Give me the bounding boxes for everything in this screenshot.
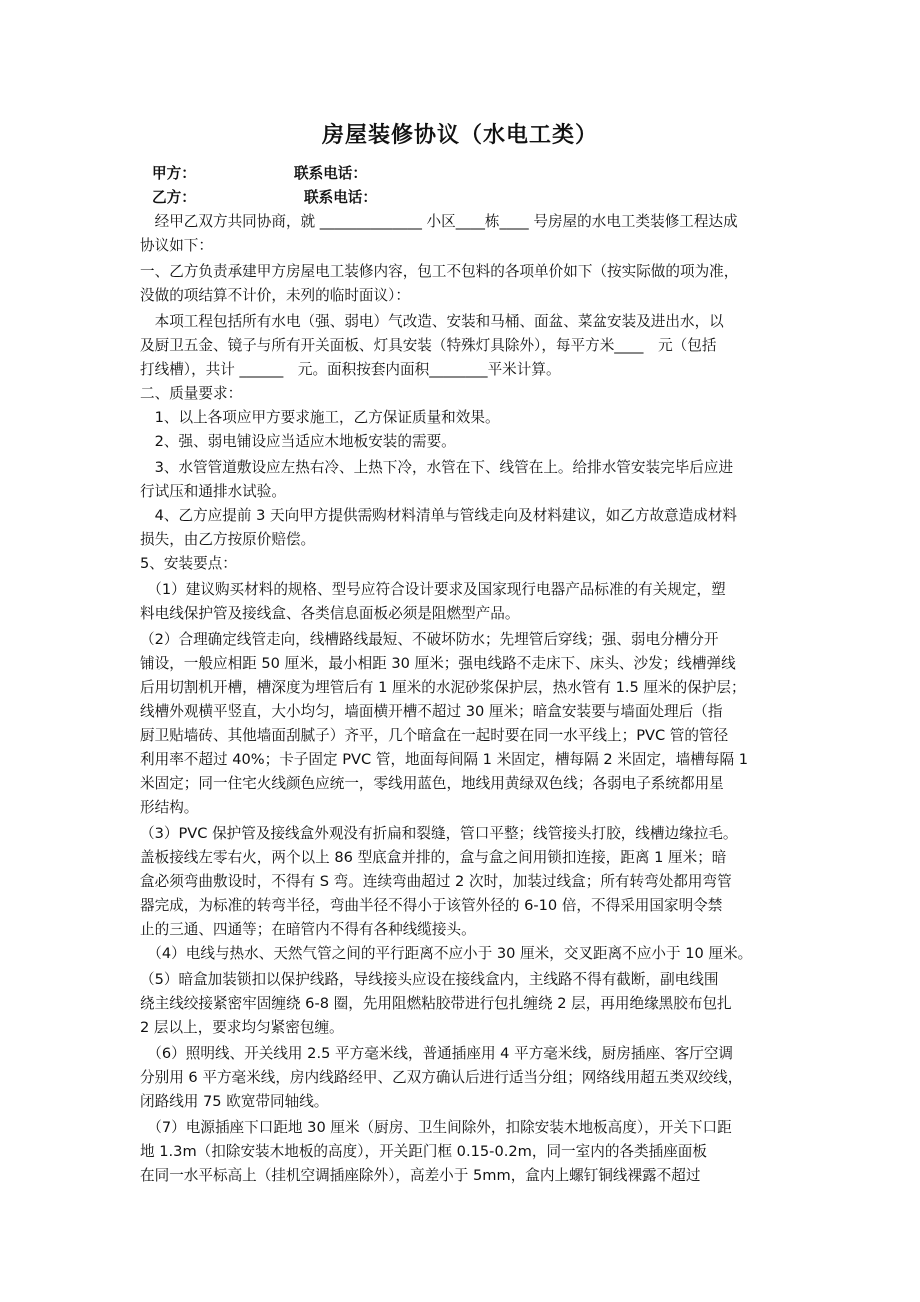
body-line: 4、乙方应提前 3 天向甲方提供需购材料清单与管线走向及材料建议，如乙方故意造成材料: [140, 507, 738, 524]
party-b-label: 乙方：: [152, 189, 196, 206]
body-line: 米固定；同一住宅火线颜色应统一，零线用蓝色，地线用黄绿双色线；各弱电子系统都用星: [140, 775, 724, 792]
body-line: 线槽外观横平竖直，大小均匀，墙面横开槽不超过 30 厘米；暗盒安装要与墙面处理后（指: [140, 703, 723, 720]
body-line: 厨卫贴墙砖、其他墙面刮腻子）齐平，几个暗盒在一起时要在同一水平线上；PVC 管的管径: [140, 727, 729, 744]
body-line: 协议如下：: [140, 237, 213, 254]
body-line: （1）建议购买材料的规格、型号应符合设计要求及国家现行电器产品标准的有关规定，塑: [140, 581, 726, 598]
body-line: 二、质量要求：: [140, 385, 243, 402]
body-line: 闭路线用 75 欧宽带同轴线。: [140, 1093, 329, 1110]
body-line: 地 1.3m（扣除安装木地板的高度），开关距门框 0.15-0.2m，同一室内的各类插座面板: [140, 1143, 707, 1160]
body-line: （4）电线与热水、天然气管之间的平行距离不应小于 30 厘米，交叉距离不应小于 10 厘米。: [140, 945, 753, 962]
body-line: 本项工程包括所有水电（强、弱电）气改造、安装和马桶、面盆、菜盆安装及进出水，以: [140, 313, 724, 330]
body-line: 分别用 6 平方毫米线，房内线路经甲、乙双方确认后进行适当分组；网络线用超五类双绞线，: [140, 1069, 743, 1086]
body-line: 2、强、弱电铺设应当适应木地板安装的需要。: [140, 433, 456, 450]
body-line: 止的三通、四通等；在暗管内不得有各种线缆接头。: [140, 921, 476, 938]
body-line: 盒必须弯曲敷设时，不得有 S 弯。连续弯曲超过 2 次时，加装过线盒；所有转弯处都用弯管: [140, 873, 732, 890]
body-line: 没做的项结算不计价，未列的临时面议）：: [140, 287, 410, 304]
body-line: 经甲乙双方共同协商，就 ______________ 小区____栋____ 号房屋的水电工类装修工程达成: [140, 213, 738, 230]
body-line: 及厨卫五金、镜子与所有开关面板、灯具安装（特殊灯具除外），每平方米____ 元（包括: [140, 337, 717, 354]
body-line: 5、安装要点：: [140, 555, 237, 572]
body-line: 绕主线绞接紧密牢固缠绕 6-8 圈，先用阻燃粘胶带进行包扎缠绕 2 层，再用绝缘黑胶布包扎: [140, 995, 732, 1012]
body-line: 打线槽），共计 ______ 元。面积按套内面积________平米计算。: [140, 361, 561, 378]
party-a-phone-label: 联系电话：: [294, 165, 367, 182]
body-line: （6）照明线、开关线用 2.5 平方毫米线，普通插座用 4 平方毫米线，厨房插座、客厅空调: [140, 1045, 734, 1062]
body-line: 1、以上各项应甲方要求施工，乙方保证质量和效果。: [140, 409, 500, 426]
document-title: 房屋装修协议（水电工类）: [321, 123, 598, 148]
body-line: （2）合理确定线管走向，线槽路线最短、不破坏防水；先埋管后穿线；强、弱电分槽分开: [140, 631, 719, 648]
body-line: 2 层以上，要求均匀紧密包缠。: [140, 1019, 344, 1036]
body-line: （3）PVC 保护管及接线盒外观没有折扁和裂缝，管口平整；线管接头打胶，线槽边缘拉毛。: [140, 825, 738, 842]
body-line: 利用率不超过 40%；卡子固定 PVC 管，地面每间隔 1 米固定，槽每隔 2 米固定，墙槽每隔 1: [140, 751, 748, 768]
body-line: （5）暗盒加装锁扣以保护线路，导线接头应设在接线盒内，主线路不得有截断，副电线围: [140, 971, 719, 988]
body-line: 在同一水平标高上（挂机空调插座除外），高差小于 5mm，盒内上螺钉铜线裸露不超过: [140, 1167, 701, 1184]
body-line: 盖板接线左零右火，两个以上 86 型底盒并排的，盒与盒之间用锁扣连接，距离 1 厘米；暗: [140, 849, 727, 866]
body-line: 一、乙方负责承建甲方房屋电工装修内容，包工不包料的各项单价如下（按实际做的项为准，: [140, 263, 739, 280]
body-line: 行试压和通排水试验。: [140, 483, 286, 500]
body-line: 料电线保护管及接线盒、各类信息面板必须是阻燃型产品。: [140, 605, 520, 622]
body-line: 后用切割机开槽，槽深度为埋管后有 1 厘米的水泥砂浆保护层，热水管有 1.5 厘米的保护层；: [140, 679, 746, 696]
party-b-phone-label: 联系电话：: [304, 189, 377, 206]
body-line: 损失，由乙方按原价赔偿。: [140, 531, 316, 548]
body-line: 铺设，一般应相距 50 厘米，最小相距 30 厘米；强电线路不走床下、床头、沙发；线槽弹线: [140, 655, 736, 672]
party-a-label: 甲方：: [152, 165, 196, 182]
body-line: （7）电源插座下口距地 30 厘米（厨房、卫生间除外，扣除安装木地板高度），开关下口距: [140, 1119, 732, 1136]
body-line: 形结构。: [140, 799, 199, 816]
body-line: 3、水管管道敷设应左热右冷、上热下冷，水管在下、线管在上。给排水管安装完毕后应进: [140, 459, 734, 476]
body-line: 器完成，为标准的转弯半径，弯曲半径不得小于该管外径的 6-10 倍，不得采用国家明令禁: [140, 897, 723, 914]
